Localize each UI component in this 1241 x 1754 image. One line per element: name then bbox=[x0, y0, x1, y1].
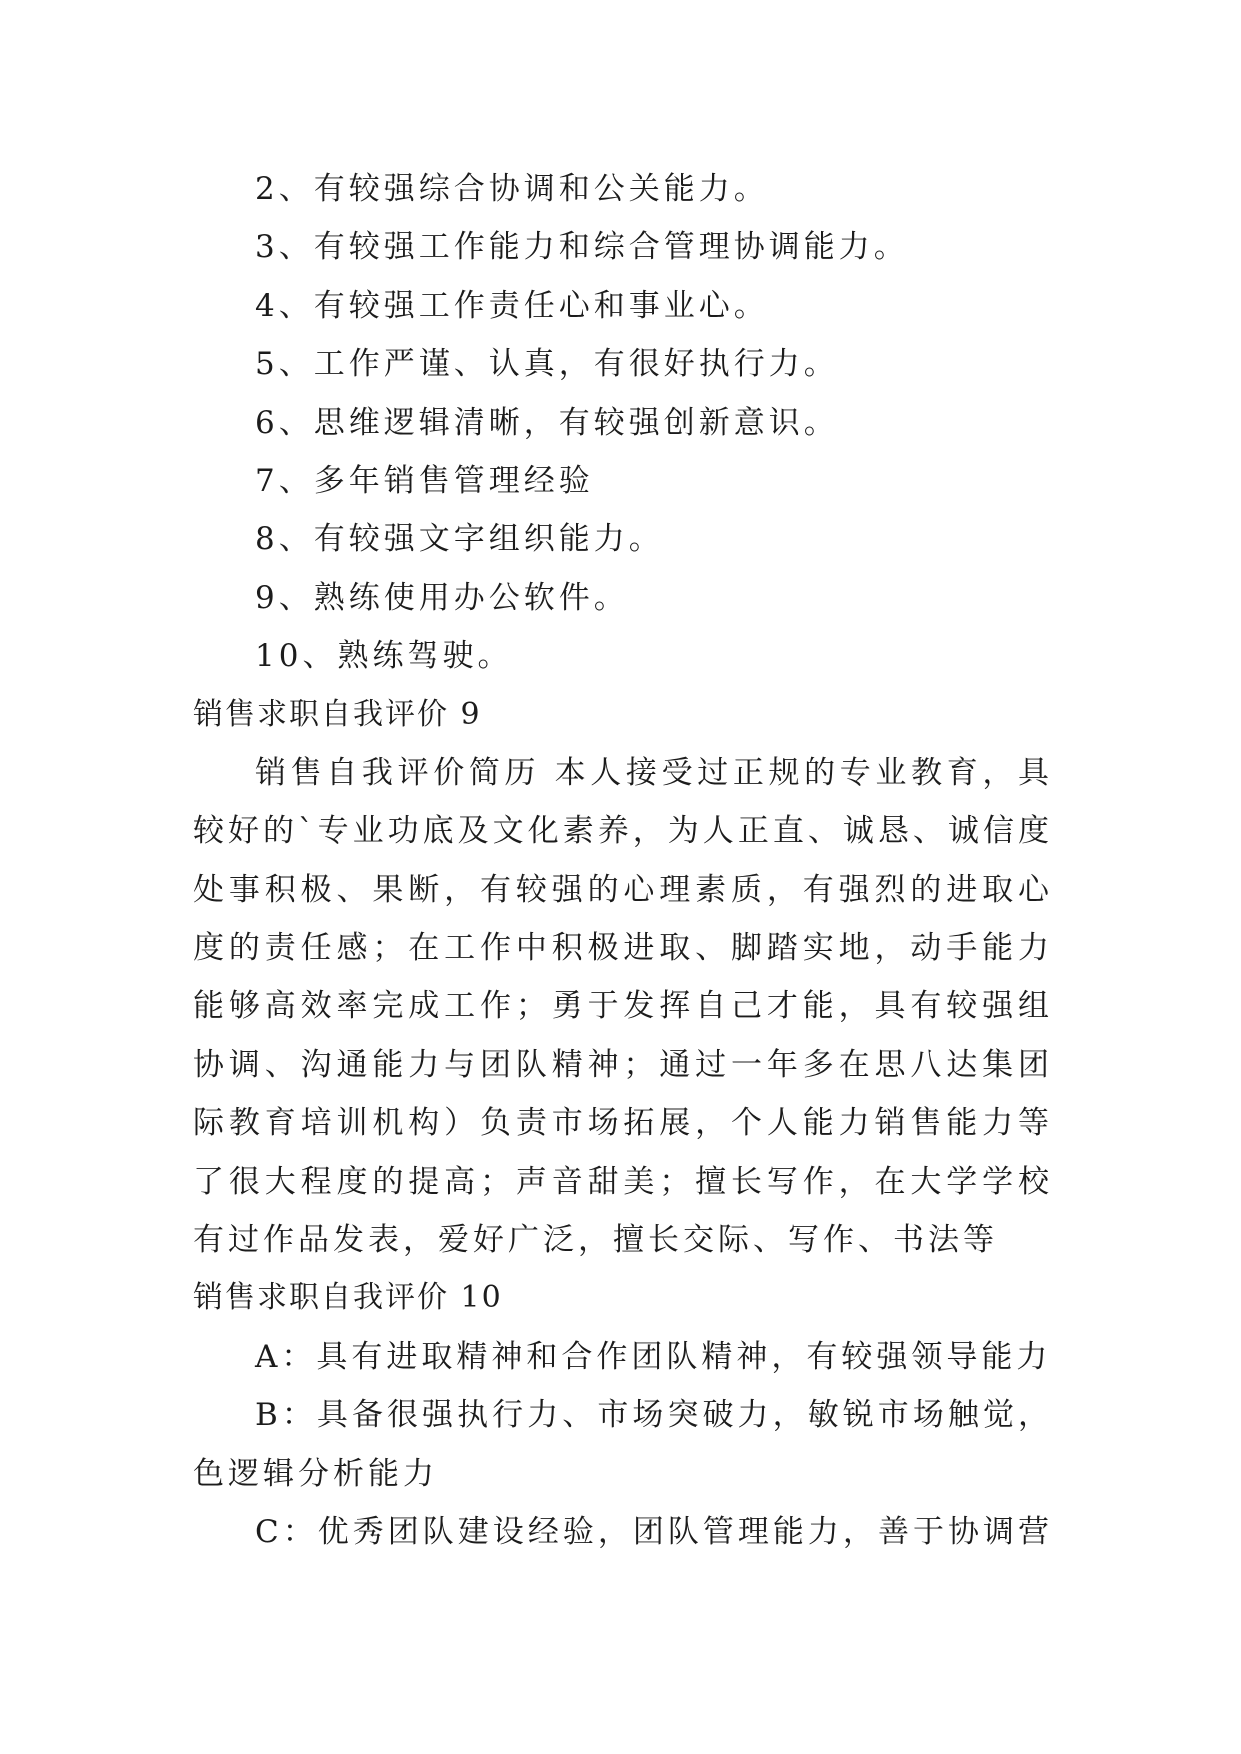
paragraph-line: 有过作品发表，爱好广泛，擅长交际、写作、书法等 bbox=[193, 1222, 998, 1259]
list-item-c: C：优秀团队建设经验，团队管理能力，善于协调营 bbox=[255, 1513, 1053, 1550]
list-item: 4、有较强工作责任心和事业心。 bbox=[255, 287, 769, 324]
section-9-paragraph bbox=[193, 744, 1053, 1270]
list-item: 5、工作严谨、认真，有很好执行力。 bbox=[255, 346, 839, 383]
list-item: 8、有较强文字组织能力。 bbox=[255, 521, 664, 558]
paragraph-line: 了很大程度的提高；声音甜美；擅长写作，在大学学校 bbox=[193, 1163, 1053, 1200]
section-10-list bbox=[193, 1328, 1053, 1562]
list-item: 9、熟练使用办公软件。 bbox=[255, 579, 629, 616]
section-9-heading: 销售求职自我评价 9 bbox=[193, 696, 482, 732]
paragraph-line: 处事积极、果断，有较强的心理素质，有强烈的进取心 bbox=[193, 871, 1053, 908]
paragraph-line: 际教育培训机构）负责市场拓展，个人能力销售能力等 bbox=[193, 1105, 1053, 1142]
paragraph-line: 能够高效率完成工作；勇于发挥自己才能，具有较强组 bbox=[193, 988, 1053, 1025]
paragraph-line: 销售自我评价简历 本人接受过正规的专业教育，具 bbox=[255, 754, 1053, 791]
paragraph-line: 度的责任感；在工作中积极进取、脚踏实地，动手能力 bbox=[193, 930, 1053, 967]
list-item: 3、有较强工作能力和综合管理协调能力。 bbox=[255, 229, 909, 266]
list-item: 6、思维逻辑清晰，有较强创新意识。 bbox=[255, 404, 839, 441]
list-item-b-line-1: B：具备很强执行力、市场突破力，敏锐市场触觉， bbox=[255, 1397, 1053, 1434]
list-item: 7、多年销售管理经验 bbox=[255, 462, 594, 499]
list-item: 2、有较强综合协调和公关能力。 bbox=[255, 171, 769, 207]
section-10-heading: 销售求职自我评价 10 bbox=[193, 1280, 503, 1316]
list-item: 10、熟练驾驶。 bbox=[255, 638, 513, 675]
document-body bbox=[193, 160, 1053, 1561]
list-item-a: A：具有进取精神和合作团队精神，有较强领导能力 bbox=[255, 1338, 1052, 1375]
list-item-b-line-2: 色逻辑分析能力 bbox=[193, 1455, 438, 1492]
section-8-list bbox=[193, 160, 1053, 686]
paragraph-line: 协调、沟通能力与团队精神；通过一年多在思八达集团 bbox=[193, 1046, 1053, 1083]
paragraph-line: 较好的`专业功底及文化素养，为人正直、诚恳、诚信度 bbox=[193, 813, 1053, 850]
